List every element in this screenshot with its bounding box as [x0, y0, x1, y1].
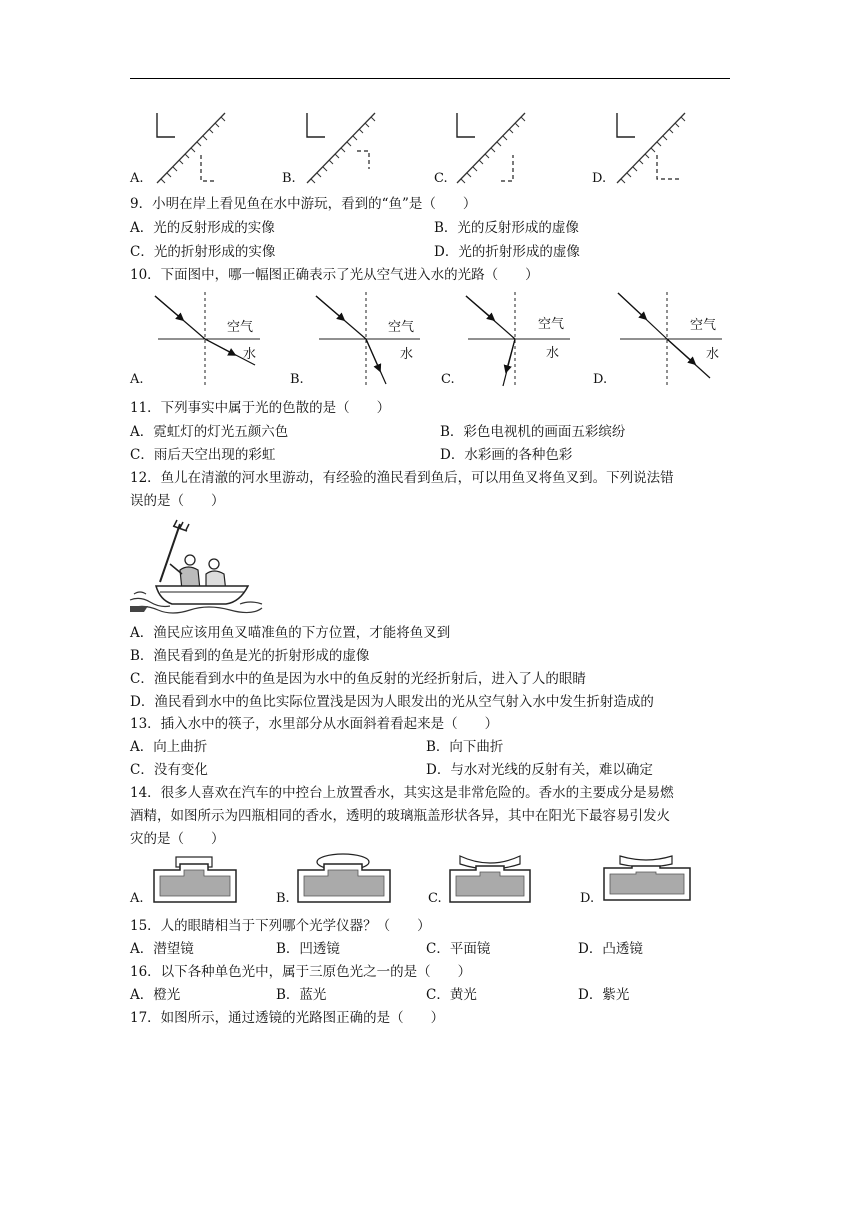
q15-option-c: C．平面镜	[426, 941, 491, 957]
q14-stem-line1: 14．很多人喜欢在汽车的中控台上放置香水，其实这是非常危险的。香水的主要成分是易燃	[130, 785, 674, 801]
q9-stem: 9．小明在岸上看见鱼在水中游玩，看到的“鱼”是（ ）	[130, 196, 477, 212]
q15-stem: 15．人的眼睛相当于下列哪个光学仪器？（ ）	[130, 918, 431, 934]
q11-option-b: B．彩色电视机的画面五彩缤纷	[440, 424, 626, 440]
q8-option-d: D.	[592, 171, 607, 186]
q9-option-c: C．光的折射形成的实像	[130, 244, 276, 260]
q14-option-d: D.	[580, 891, 595, 906]
q11-option-a: A．霓虹灯的灯光五颜六色	[130, 424, 289, 440]
q14-stem-line3: 灾的是（ ）	[130, 831, 225, 847]
q15-option-a: A．潜望镜	[130, 941, 194, 957]
q10-a-water-label: 水	[243, 347, 257, 362]
q14-option-c: C.	[428, 891, 442, 906]
q10-b-water-label: 水	[400, 347, 414, 362]
q8-option-a: A.	[130, 171, 144, 186]
q16-stem: 16．以下各种单色光中，属于三原色光之一的是（ ）	[130, 964, 472, 980]
q14-option-b: B.	[276, 891, 290, 906]
q14-bottle-b	[298, 854, 390, 902]
q8-option-c: C.	[434, 171, 448, 186]
q10-option-d: D.	[593, 372, 608, 387]
q16-option-c: C．黄光	[426, 987, 477, 1003]
q13-stem: 13．插入水中的筷子，水里部分从水面斜着看起来是（ ）	[130, 716, 499, 732]
q16-option-d: D．紫光	[578, 987, 630, 1003]
q10-c-air-label: 空气	[538, 317, 565, 332]
q10-d-water-label: 水	[706, 347, 720, 362]
q15-option-b: B．凹透镜	[276, 941, 340, 957]
q10-b-air-label: 空气	[388, 320, 415, 335]
q14-bottle-a	[154, 857, 236, 902]
q11-option-d: D．水彩画的各种色彩	[440, 447, 573, 463]
q10-option-a: A.	[130, 372, 144, 387]
q13-option-a: A．向上曲折	[130, 739, 208, 755]
q14-bottle-c	[450, 856, 530, 902]
q14-option-a: A.	[130, 891, 144, 906]
q9-option-d: D．光的折射形成的虚像	[434, 244, 580, 260]
q10-stem: 10．下面图中，哪一幅图正确表示了光从空气进入水的光路（ ）	[130, 267, 539, 283]
q11-option-c: C．雨后天空出现的彩虹	[130, 447, 276, 463]
q13-option-b: B．向下曲折	[426, 739, 504, 755]
q14-bottle-d	[604, 856, 690, 900]
q9-option-b: B．光的反射形成的虚像	[434, 220, 579, 236]
q12-option-b: B．渔民看到的鱼是光的折射形成的虚像	[130, 648, 370, 664]
q13-option-c: C．没有变化	[130, 762, 208, 778]
q10-c-water-label: 水	[546, 346, 560, 361]
q10-a-air-label: 空气	[227, 320, 254, 335]
q12-stem-line1: 12．鱼儿在清澈的河水里游动，有经验的渔民看到鱼后，可以用鱼叉将鱼叉到。下列说法错	[130, 470, 674, 486]
q10-option-b: B.	[290, 372, 304, 387]
q12-option-a: A．渔民应该用鱼叉喵准鱼的下方位置，才能将鱼叉到	[130, 625, 451, 641]
q15-option-d: D．凸透镜	[578, 941, 643, 957]
q9-option-a: A．光的反射形成的实像	[130, 220, 275, 236]
q10-option-c: C.	[441, 372, 455, 387]
q13-option-d: D．与水对光线的反射有关，难以确定	[426, 762, 653, 778]
q12-option-c: C．渔民能看到水中的鱼是因为水中的鱼反射的光经折射后，进入了人的眼睛	[130, 671, 586, 687]
q12-option-d: D．渔民看到水中的鱼比实际位置浅是因为人眼发出的光从空气射入水中发生折射造成的	[130, 694, 654, 710]
q12-stem-line2: 误的是（ ）	[130, 493, 225, 509]
q14-stem-line2: 酒精，如图所示为四瓶相同的香水，透明的玻璃瓶盖形状各异，其中在阳光下最容易引发火	[130, 808, 670, 824]
q16-option-a: A．橙光	[130, 987, 181, 1003]
q11-stem: 11．下列事实中属于光的色散的是（ ）	[130, 400, 391, 416]
q16-option-b: B．蓝光	[276, 987, 327, 1003]
q10-d-air-label: 空气	[690, 318, 717, 333]
q8-option-b: B.	[282, 171, 296, 186]
q17-stem: 17．如图所示，通过透镜的光路图正确的是（ ）	[130, 1010, 445, 1026]
